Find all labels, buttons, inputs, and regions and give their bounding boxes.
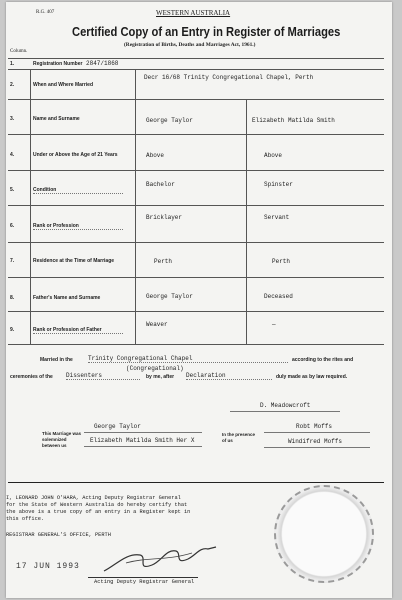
congregational-note: (Congregational) <box>126 365 184 372</box>
state-name: WESTERN AUSTRALIA <box>156 9 231 17</box>
when-where-married-label: When and Where Married <box>33 82 94 88</box>
row-rule <box>8 99 384 100</box>
bride-father-name: Deceased <box>264 293 293 300</box>
date-stamp: 17 JUN 1993 <box>16 562 80 571</box>
by-me-after-label: by me, after <box>146 374 175 380</box>
row-rule <box>8 69 384 70</box>
row-rule <box>8 311 384 312</box>
row-number: 5. <box>10 187 15 193</box>
party-two-rule <box>84 446 202 447</box>
certification-line-4: this office. <box>6 516 45 522</box>
row-rule <box>8 134 384 135</box>
column-rule <box>135 69 136 344</box>
section-divider <box>8 482 384 483</box>
officiant-name: D. Meadowcroft <box>260 402 311 409</box>
table-bottom-rule <box>8 344 384 345</box>
row-number: 1. <box>10 61 15 67</box>
married-in-place: Trinity Congregational Chapel <box>88 355 288 363</box>
certificate-document <box>6 2 392 598</box>
row-rule <box>8 277 384 278</box>
row-rule <box>8 242 384 243</box>
signature-rule <box>88 577 198 578</box>
registrar-office: REGISTRAR GENERAL'S OFFICE, PERTH <box>6 532 111 538</box>
row-number: 4. <box>10 152 15 158</box>
column-label: Column. <box>10 49 28 54</box>
bride-age: Above <box>264 152 283 159</box>
column-rule <box>246 99 247 344</box>
row-number: 8. <box>10 295 15 301</box>
row-number: 9. <box>10 327 15 333</box>
row-number: 7. <box>10 258 15 264</box>
witness-two-rule <box>264 447 370 448</box>
bride-name: Elizabeth Matilda Smith <box>252 117 335 124</box>
certification-line-2: for the State of Western Australia do hereby certify that <box>6 502 188 508</box>
form-number: R.G. 407 <box>36 10 55 15</box>
declaration-value: Declaration <box>186 372 272 380</box>
groom-condition: Bachelor <box>146 181 175 188</box>
column-rule <box>30 69 31 344</box>
bride-profession: Servant <box>264 214 290 221</box>
row-number: 6. <box>10 223 15 229</box>
certification-line-1: I, LEONARD JOHN O'HARA, Acting Deputy Registrar General <box>6 495 181 501</box>
document-subtitle: (Registration of Births, Deaths and Marriages Act, 1961.) <box>124 42 256 48</box>
registration-number-value: 2847/1868 <box>86 60 119 67</box>
row-number: 2. <box>10 82 15 88</box>
certification-line-3: the above is a true copy of an entry in a Register kept in <box>6 509 191 515</box>
ceremonies-of-label: ceremonies of the <box>10 374 53 380</box>
bride-condition: Spinster <box>264 181 293 188</box>
presence-label: In the presence of us <box>222 432 256 443</box>
document-title: Certified Copy of an Entry in Register of Marriages <box>72 24 341 39</box>
solemnized-label: This Marriage was solemnized between us <box>42 431 82 448</box>
row-rule <box>8 170 384 171</box>
father-profession-label: Rank or Profession of Father <box>33 327 123 334</box>
row-rule <box>8 205 384 206</box>
party-two: Elizabeth Matilda Smith Her X <box>90 437 195 444</box>
according-to-label: according to the rites and <box>292 357 354 363</box>
registrar-signature <box>96 535 226 579</box>
groom-name: George Taylor <box>146 117 193 124</box>
denomination-value: Dissenters <box>66 372 140 380</box>
condition-label: Condition <box>33 187 123 194</box>
duly-made-label: duly made as by law required. <box>276 374 348 380</box>
groom-father-profession: Weaver <box>146 321 168 328</box>
married-in-label: Married in the <box>40 357 73 363</box>
bride-residence: Perth <box>272 258 291 265</box>
witness-one: Robt Moffs <box>296 423 333 430</box>
when-where-married-value: Decr 16/68 Trinity Congregational Chapel, Perth <box>144 74 314 81</box>
party-one: George Taylor <box>94 423 141 430</box>
witness-one-rule <box>264 432 370 433</box>
table-top-rule <box>8 58 384 59</box>
officiant-rule <box>230 411 340 412</box>
witness-two: Windifred Moffs <box>288 438 343 445</box>
groom-age: Above <box>146 152 165 159</box>
groom-profession: Bricklayer <box>146 214 183 221</box>
signature-title: Acting Deputy Registrar General <box>94 579 195 585</box>
groom-father-name: George Taylor <box>146 293 193 300</box>
official-seal <box>274 485 374 583</box>
groom-residence: Perth <box>154 258 173 265</box>
bride-father-profession: — <box>272 321 276 328</box>
name-surname-label: Name and Surname <box>33 116 80 122</box>
fathers-name-label: Father's Name and Surname <box>33 295 101 301</box>
registration-number-label: Registration Number <box>33 61 83 67</box>
age-label: Under or Above the Age of 21 Years <box>33 152 118 158</box>
rank-profession-label: Rank or Profession <box>33 223 123 230</box>
residence-label: Residence at the Time of Marriage <box>33 258 115 264</box>
row-number: 3. <box>10 116 15 122</box>
party-one-rule <box>84 432 202 433</box>
